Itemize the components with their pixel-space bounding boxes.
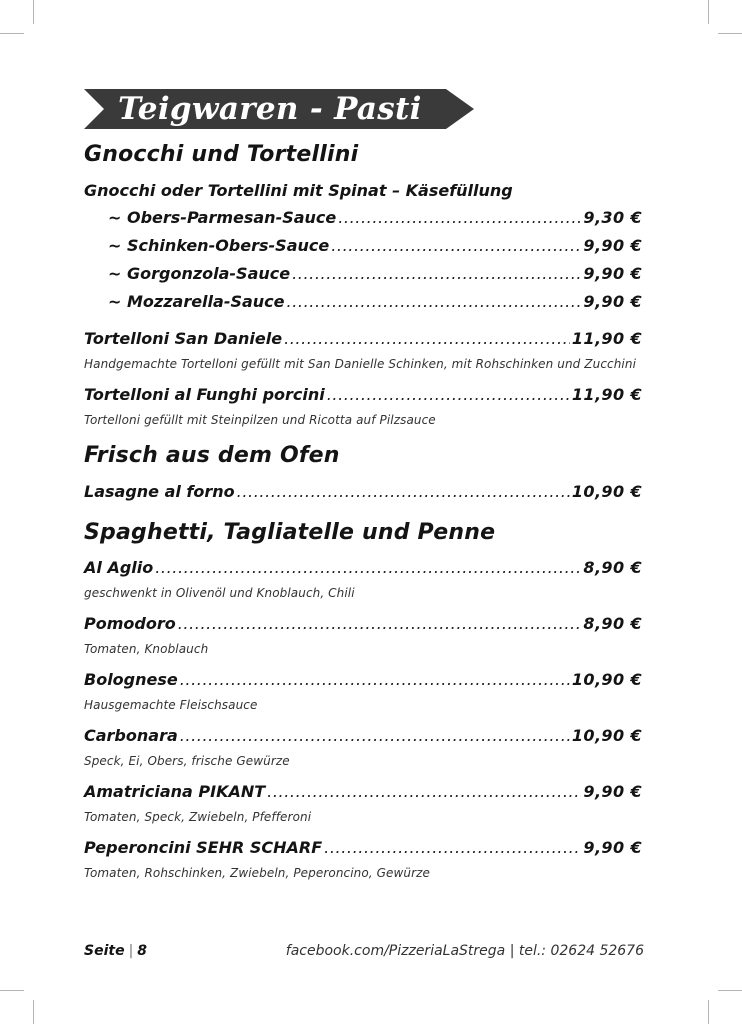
menu-item: [84, 614, 642, 636]
item-description: Tomaten, Rohschinken, Zwiebeln, Peperoncino, Gewürze: [84, 866, 431, 880]
category-title: Teigwaren - Pasti: [118, 91, 422, 127]
item-name: ~ Obers-Parmesan-Sauce: [108, 208, 337, 227]
item-price: 11,90 €: [571, 329, 642, 348]
item-price: 9,90 €: [583, 292, 642, 311]
dot-leader: [327, 385, 570, 404]
contact-info: facebook.com/PizzeriaLaStrega | tel.: 02624 52676: [285, 943, 644, 959]
item-name: Amatriciana PIKANT: [84, 782, 266, 801]
dot-leader: [338, 208, 581, 227]
menu-item: [84, 329, 642, 351]
item-name: Tortelloni San Daniele: [84, 329, 283, 348]
menu-item: [84, 385, 642, 407]
item-name: Carbonara: [84, 726, 178, 745]
item-name: Pomodoro: [84, 614, 176, 633]
item-name: ~ Schinken-Obers-Sauce: [108, 236, 330, 255]
item-price: 9,90 €: [583, 782, 642, 801]
item-name: Al Aglio: [84, 558, 154, 577]
section-title: Spaghetti, Tagliatelle und Penne: [84, 520, 496, 545]
item-price: 9,90 €: [583, 264, 642, 283]
menu-item: [108, 236, 642, 258]
crop-mark: [33, 0, 34, 24]
item-price: 8,90 €: [583, 614, 642, 633]
dot-leader: [267, 782, 581, 801]
crop-mark: [0, 990, 24, 991]
page-label: Seite: [84, 943, 125, 959]
item-description: Hausgemachte Fleischsauce: [84, 698, 258, 712]
item-price: 9,90 €: [583, 236, 642, 255]
dot-leader: [178, 614, 582, 633]
item-description: Speck, Ei, Obers, frische Gewürze: [84, 754, 290, 768]
item-name: Tortelloni al Funghi porcini: [84, 385, 325, 404]
section-title: Frisch aus dem Ofen: [84, 443, 340, 468]
group-title: Gnocchi oder Tortellini mit Spinat – Käsefüllung: [84, 181, 513, 200]
section-title: Gnocchi und Tortellini: [84, 142, 359, 167]
dot-leader: [180, 726, 570, 745]
crop-mark: [718, 33, 742, 34]
dot-leader: [284, 329, 570, 348]
dot-leader: [287, 292, 582, 311]
item-price: 9,30 €: [583, 208, 642, 227]
menu-item: [84, 838, 642, 860]
item-description: Tortelloni gefüllt mit Steinpilzen und Ricotta auf Pilzsauce: [84, 413, 436, 427]
item-price: 9,90 €: [583, 838, 642, 857]
menu-item: [84, 782, 642, 804]
item-price: 10,90 €: [571, 482, 642, 501]
dot-leader: [292, 264, 581, 283]
menu-item: [108, 292, 642, 314]
menu-item: [84, 670, 642, 692]
dot-leader: [180, 670, 570, 689]
crop-mark: [33, 1000, 34, 1024]
page-number-value: 8: [137, 943, 148, 959]
category-banner: [84, 89, 474, 129]
menu-item: [84, 558, 642, 580]
menu-item: [108, 208, 642, 230]
item-price: 11,90 €: [571, 385, 642, 404]
item-name: Lasagne al forno: [84, 482, 235, 501]
dot-leader: [331, 236, 581, 255]
item-name: ~ Gorgonzola-Sauce: [108, 264, 291, 283]
crop-mark: [0, 33, 24, 34]
crop-mark: [708, 1000, 709, 1024]
item-description: geschwenkt in Olivenöl und Knoblauch, Chili: [84, 586, 355, 600]
dot-leader: [237, 482, 570, 501]
item-name: Bolognese: [84, 670, 178, 689]
page-number: [84, 943, 147, 959]
item-description: Tomaten, Knoblauch: [84, 642, 209, 656]
item-price: 8,90 €: [583, 558, 642, 577]
item-description: Tomaten, Speck, Zwiebeln, Pfefferoni: [84, 810, 312, 824]
dot-leader: [324, 838, 581, 857]
item-description: Handgemachte Tortelloni gefüllt mit San Danielle Schinken, mit Rohschinken und Zucchini: [84, 357, 636, 371]
item-name: ~ Mozzarella-Sauce: [108, 292, 285, 311]
separator: |: [128, 943, 134, 959]
menu-item: [84, 726, 642, 748]
item-price: 10,90 €: [571, 670, 642, 689]
menu-item: [84, 482, 642, 504]
crop-mark: [718, 990, 742, 991]
item-price: 10,90 €: [571, 726, 642, 745]
dot-leader: [155, 558, 581, 577]
menu-item: [108, 264, 642, 286]
item-name: Peperoncini SEHR SCHARF: [84, 838, 323, 857]
crop-mark: [708, 0, 709, 24]
